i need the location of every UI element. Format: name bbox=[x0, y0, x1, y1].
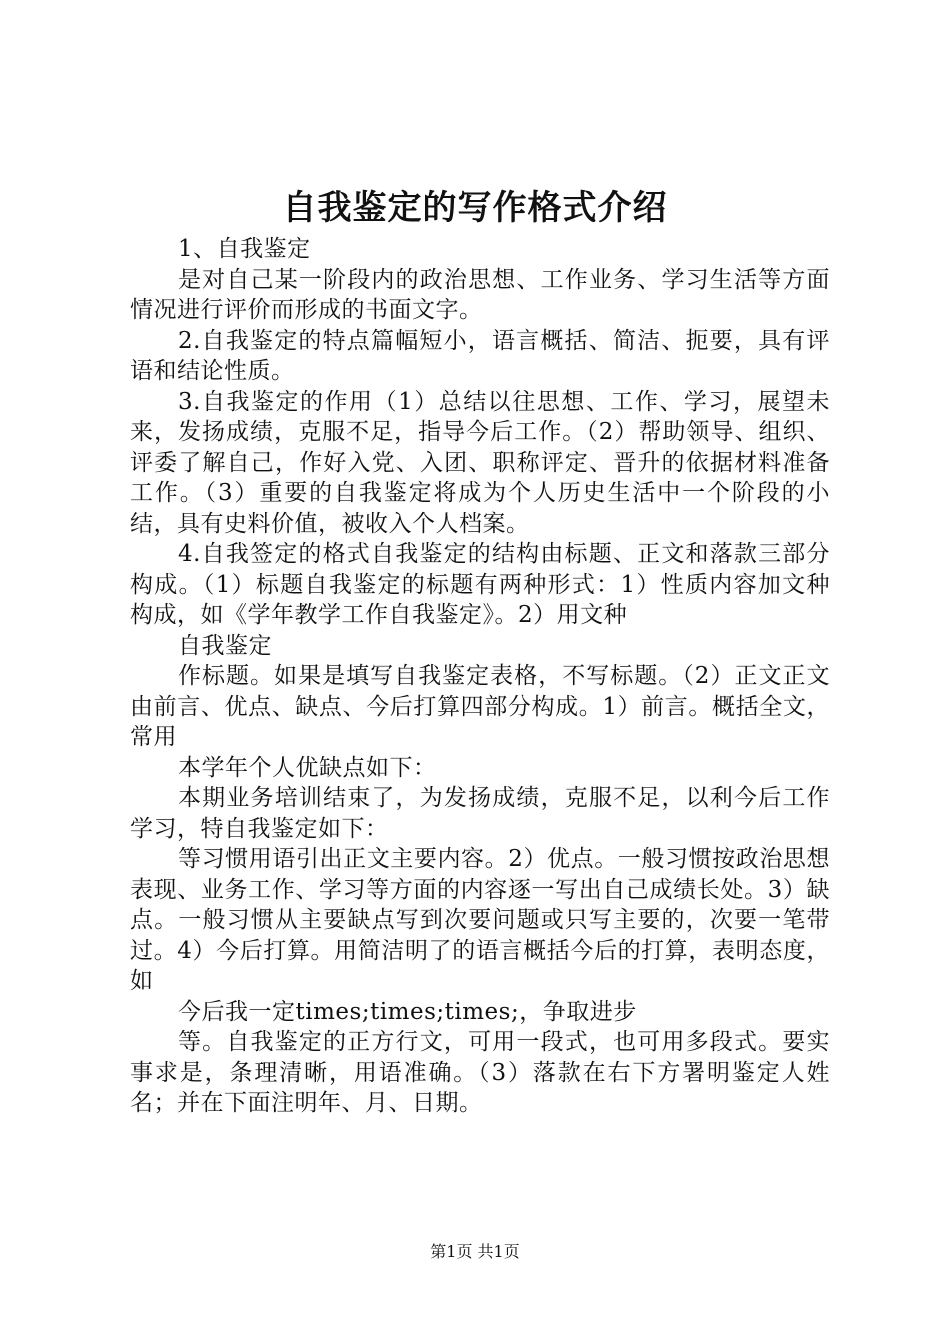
document-title: 自我鉴定的写作格式介绍 bbox=[282, 188, 668, 228]
paragraph: 本期业务培训结束了，为发扬成绩，克服不足，以利今后工作学习，特自我鉴定如下： bbox=[130, 785, 830, 842]
paragraph: 1、自我鉴定 bbox=[178, 236, 311, 262]
paragraph: 自我鉴定 bbox=[178, 632, 272, 659]
paragraph: 等。自我鉴定的正方行文，可用一段式，也可用多段式。要实事求是，条理清晰，用语准确。（3）落款在右下方署明鉴定人姓名；并在下面注明年、月、日期。 bbox=[130, 1029, 830, 1116]
paragraph: 本学年个人优缺点如下： bbox=[178, 754, 437, 781]
paragraph: 作标题。如果是填写自我鉴定表格，不写标题。（2）正文正文由前言、优点、缺点、今后打算四部分构成。1）前言。概括全文，常用 bbox=[130, 663, 830, 750]
paragraph: 今后我一定times;times;times;，争取进步 bbox=[178, 998, 637, 1025]
paragraph: 2.自我鉴定的特点篇幅短小，语言概括、简洁、扼要，具有评语和结论性质。 bbox=[130, 327, 830, 384]
paragraph: 是对自己某一阶段内的政治思想、工作业务、学习生活等方面情况进行评价而形成的书面文字。 bbox=[130, 266, 830, 323]
paragraph: 3.自我鉴定的作用（1）总结以往思想、工作、学习，展望未来，发扬成绩，克服不足，指导今后工作。（2）帮助领导、组织、评委了解自己，作好入党、入团、职称评定、晋升的依据材料准备工作。（3）重要的自我鉴定将成为个人历史生活中一个阶段的小结，具有史料价值，被收入个人档案。 bbox=[130, 388, 830, 537]
page-footer: 第1页 共1页 bbox=[430, 1242, 520, 1261]
paragraph: 4.自我签定的格式自我鉴定的结构由标题、正文和落款三部分构成。（1）标题自我鉴定的标题有两种形式：1）性质内容加文种构成，如《学年教学工作自我鉴定》。2）用文种 bbox=[130, 541, 830, 628]
document-body bbox=[130, 234, 830, 1119]
paragraph: 等习惯用语引出正文主要内容。2）优点。一般习惯按政治思想表现、业务工作、学习等方面的内容逐一写出自己成绩长处。3）缺点。一般习惯从主要缺点写到次要问题或只写主要的，次要一笔带过。4）今后打算。用简洁明了的语言概括今后的打算，表明态度，如 bbox=[130, 846, 830, 994]
